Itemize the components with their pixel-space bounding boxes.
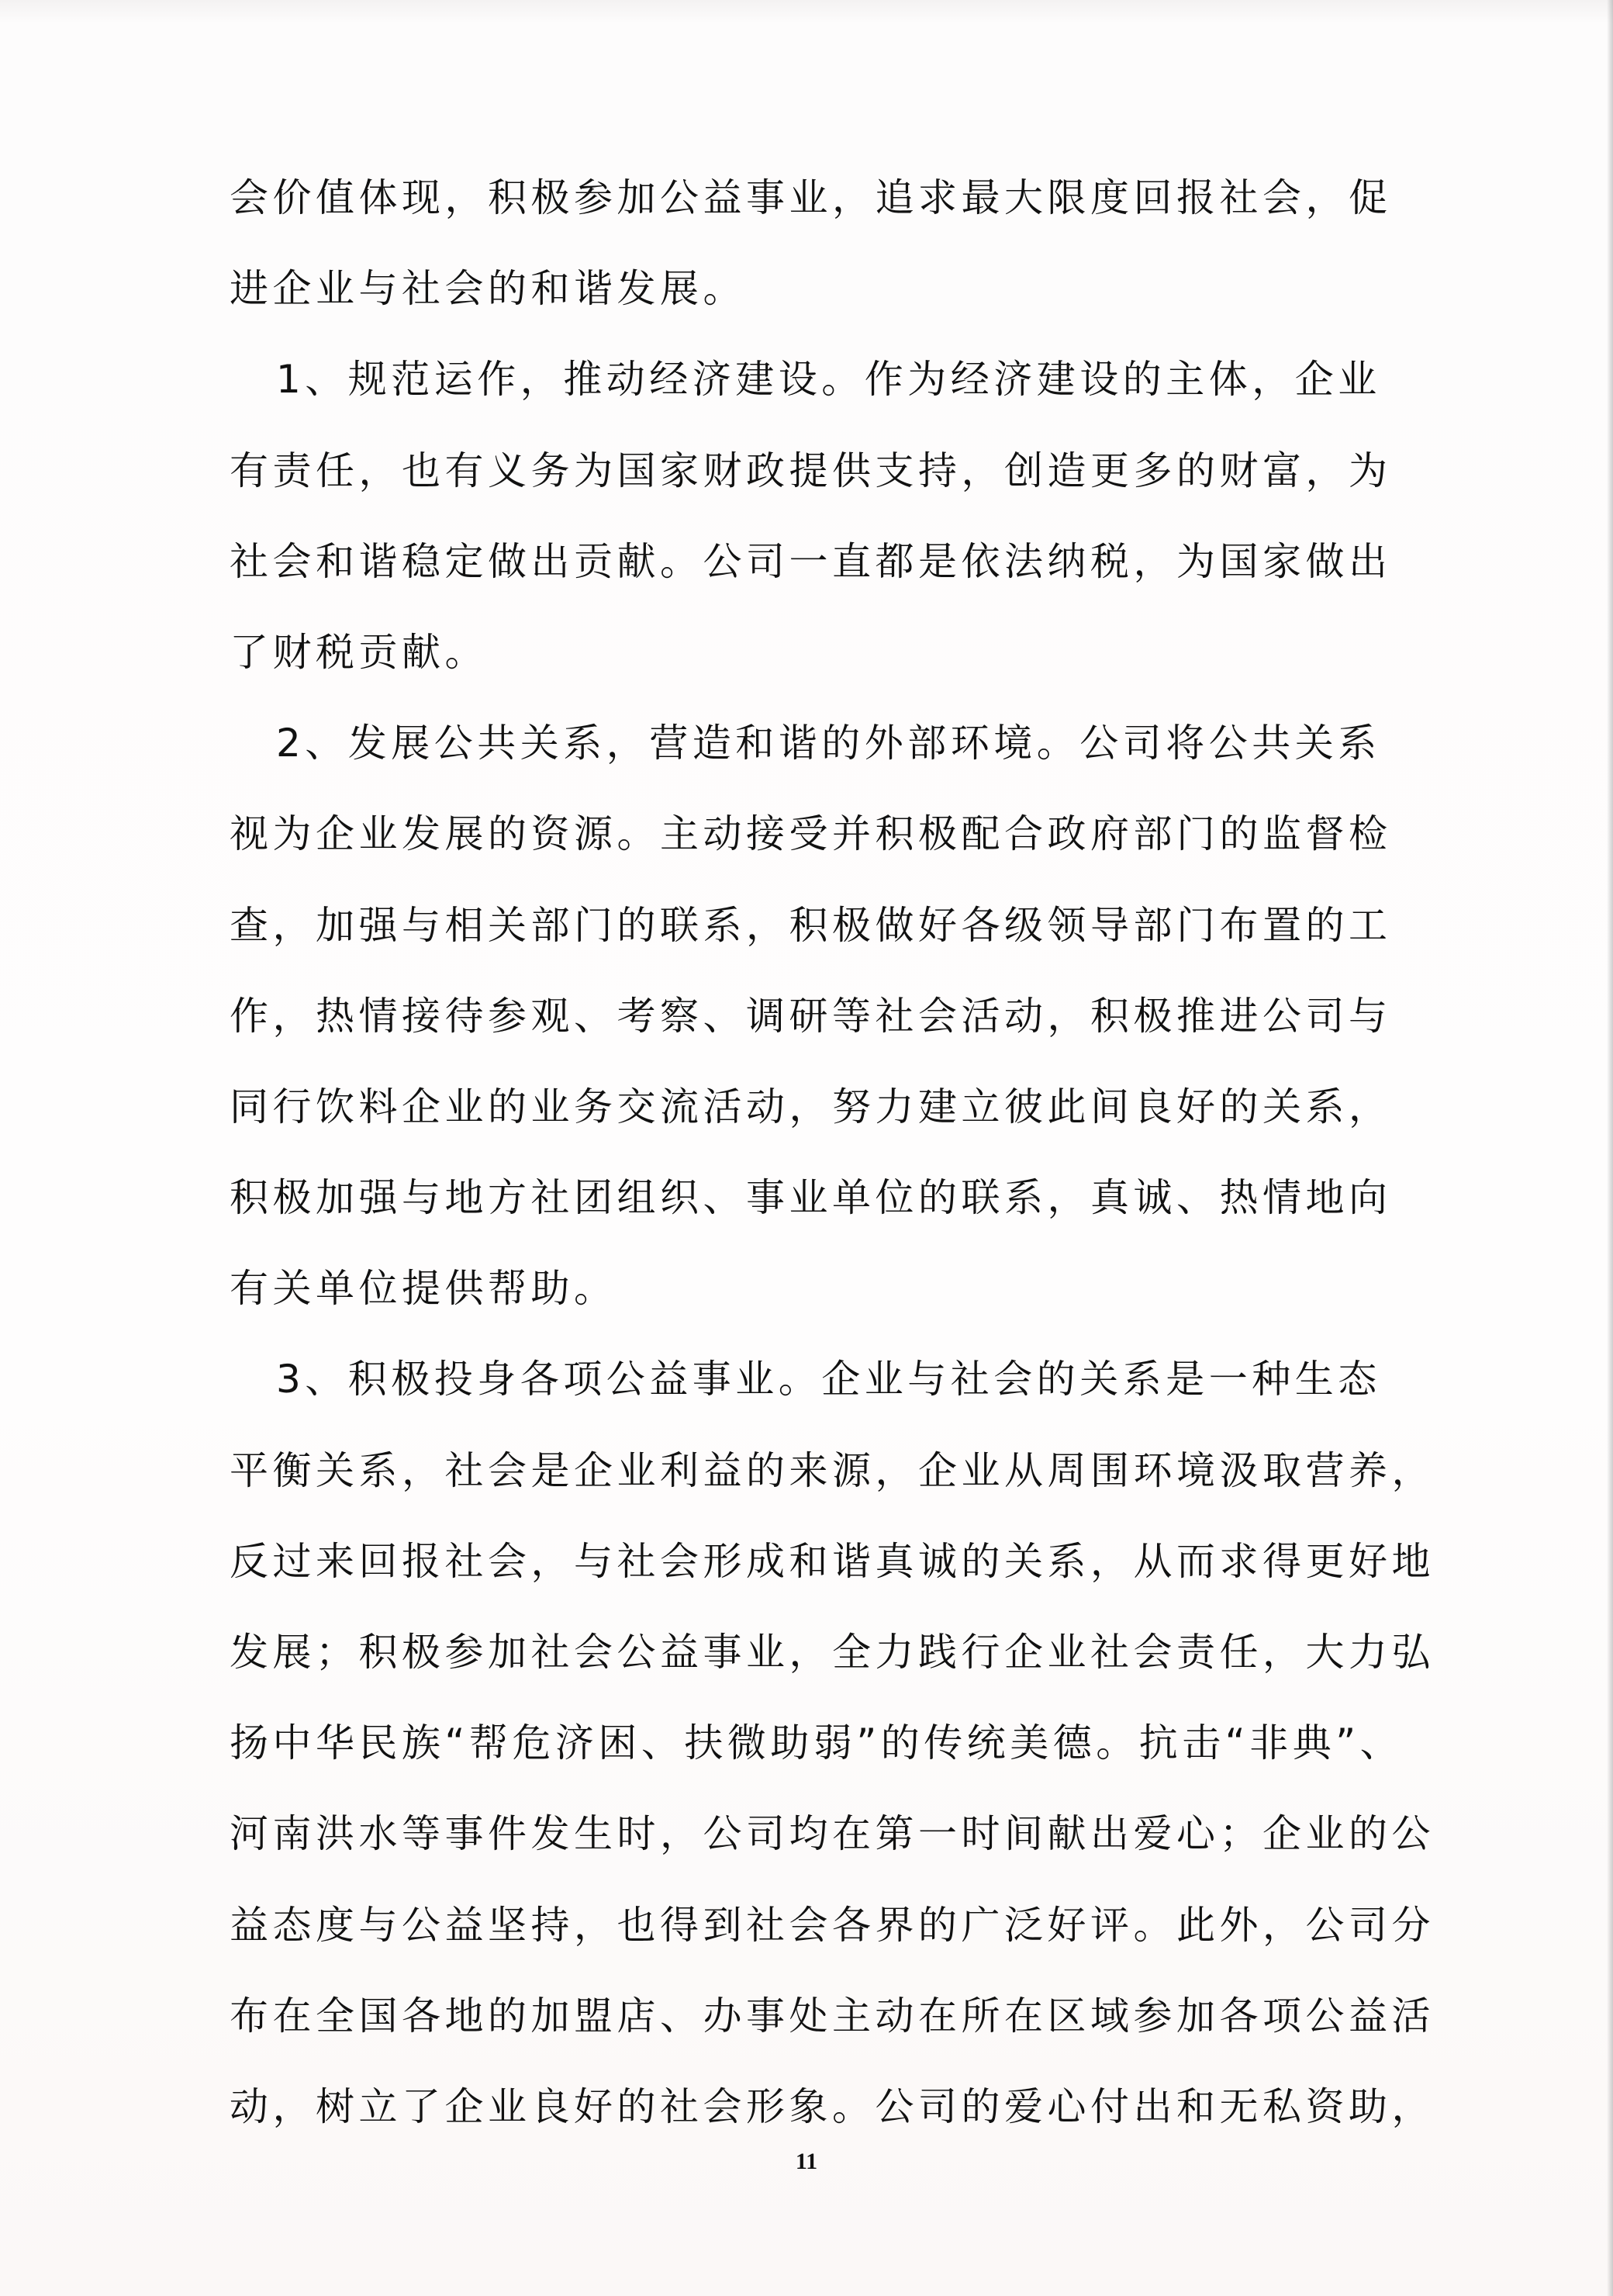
text-line: 有关单位提供帮助。: [230, 1266, 617, 1312]
paragraph-heading-line: 1、规范运作，推动经济建设。作为经济建设的主体，企业: [276, 357, 1381, 403]
text-line: 进企业与社会的和谐发展。: [230, 266, 746, 312]
text-line: 积极加强与地方社团组织、事业单位的联系，真诚、热情地向: [230, 1175, 1392, 1221]
text-line: 了财税贡献。: [230, 629, 488, 675]
paragraph-heading-line: 2、发展公共关系，营造和谐的外部环境。公司将公共关系: [276, 721, 1381, 766]
page-number: 11: [795, 2149, 818, 2174]
text-line: 平衡关系，社会是企业利益的来源，企业从周围环境汲取营养，: [230, 1447, 1435, 1493]
text-line: 发展；积极参加社会公益事业，全力践行企业社会责任，大力弘: [230, 1630, 1435, 1675]
text-line: 视为企业发展的资源。主动接受并积极配合政府部门的监督检: [230, 811, 1392, 857]
text-line: 布在全国各地的加盟店、办事处主动在所在区域参加各项公益活: [230, 1993, 1435, 2038]
page-edge-shadow: [1607, 0, 1613, 2296]
text-line: 会价值体现，积极参加公益事业，追求最大限度回报社会，促: [230, 175, 1392, 220]
text-line: 社会和谐稳定做出贡献。公司一直都是依法纳税，为国家做出: [230, 538, 1392, 584]
paragraph-heading-line: 3、积极投身各项公益事业。企业与社会的关系是一种生态: [276, 1357, 1381, 1402]
text-line: 同行饮料企业的业务交流活动，努力建立彼此间良好的关系，: [230, 1084, 1392, 1129]
text-line: 扬中华民族“帮危济困、扶微助弱”的传统美德。抗击“非典”、: [230, 1720, 1404, 1766]
text-line: 动，树立了企业良好的社会形象。公司的爱心付出和无私资助，: [230, 2083, 1435, 2129]
text-line: 有责任，也有义务为国家财政提供支持，创造更多的财富，为: [230, 448, 1392, 493]
text-line: 查，加强与相关部门的联系，积极做好各级领导部门布置的工: [230, 902, 1392, 948]
text-line: 益态度与公益坚持，也得到社会各界的广泛好评。此外，公司分: [230, 1902, 1435, 1948]
body-text: [230, 172, 1435, 2172]
text-line: 反过来回报社会，与社会形成和谐真诚的关系，从而求得更好地: [230, 1538, 1435, 1584]
text-line: 作，热情接待参观、考察、调研等社会活动，积极推进公司与: [230, 993, 1392, 1039]
text-line: 河南洪水等事件发生时，公司均在第一时间献出爱心；企业的公: [230, 1811, 1435, 1857]
